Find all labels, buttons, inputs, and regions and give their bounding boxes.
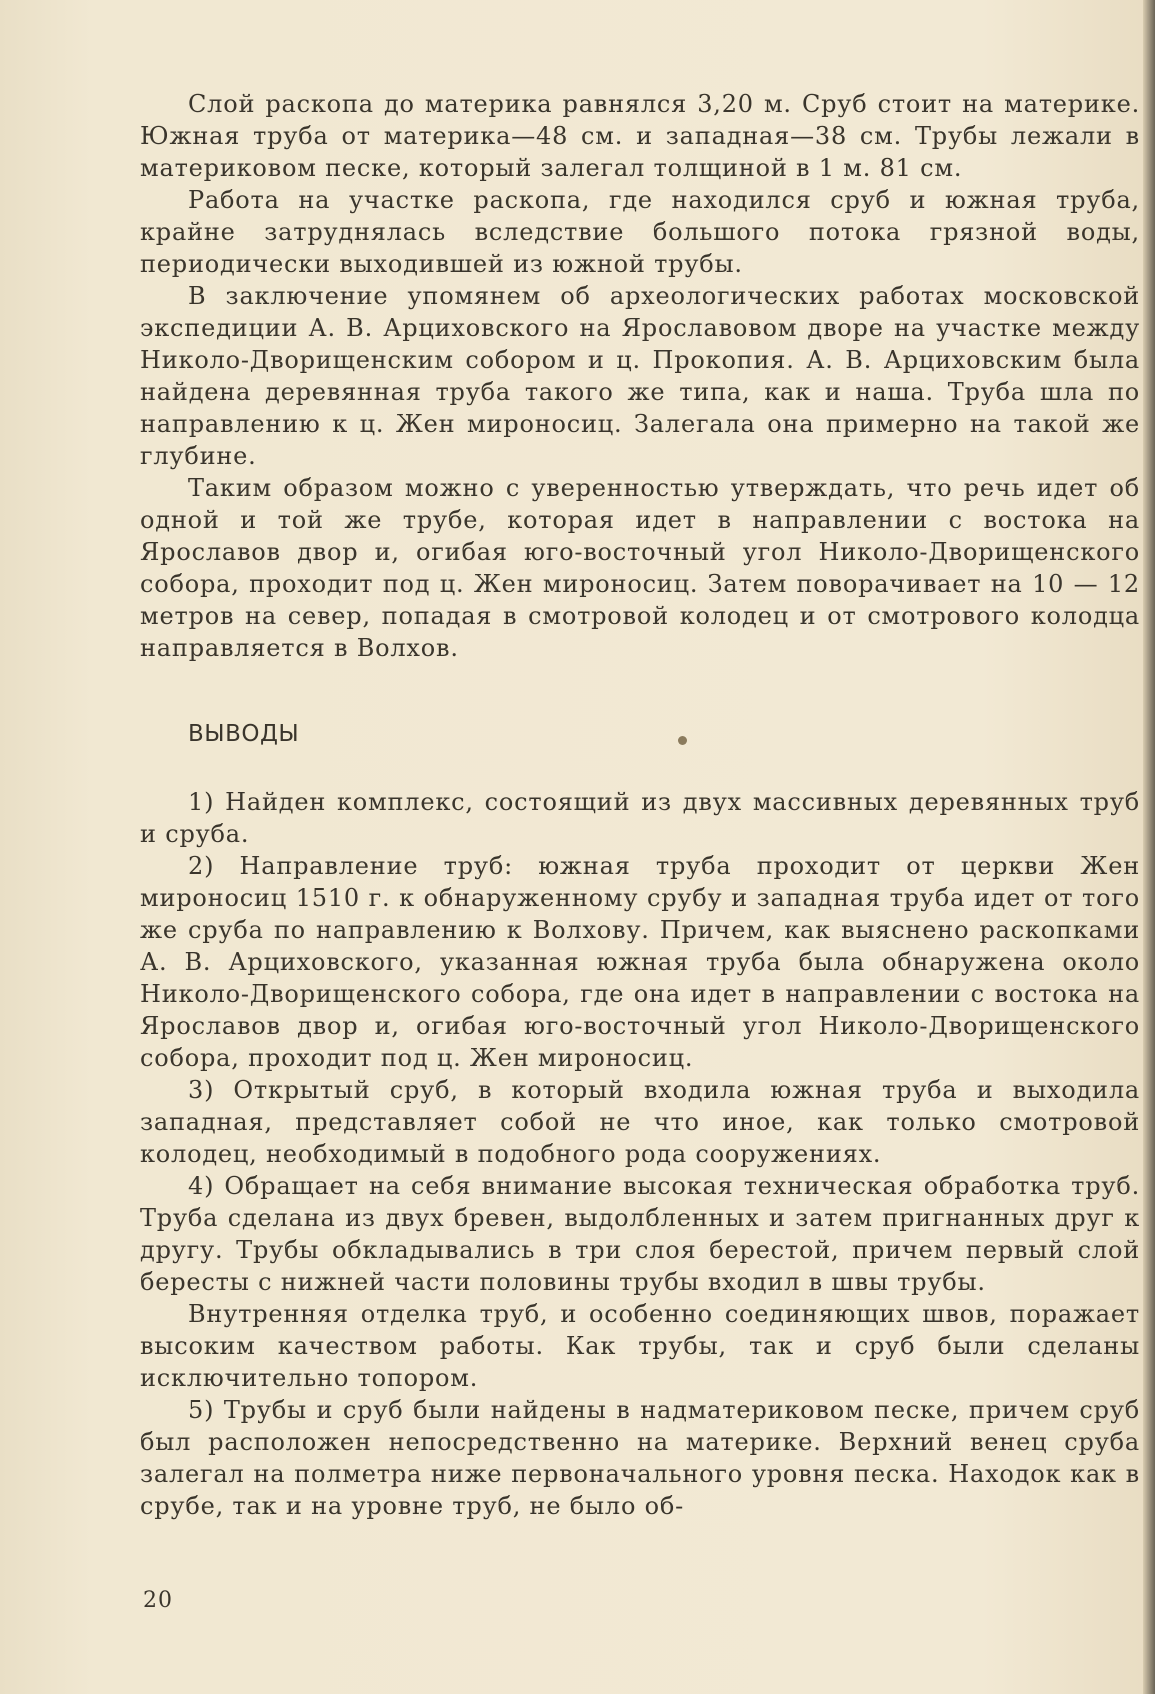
page-number: 20 [143, 1588, 173, 1613]
conclusion-item: 5) Трубы и сруб были найдены в надматериковом песке, причем сруб был расположен непосредственно на материке. Верхний венец сруба залегал на полметра ниже первоначального уровня песка. Находок как в срубе, так и на уровне труб, не было об- [140, 1396, 1140, 1520]
conclusion-item: 1) Найден комплекс, состоящий из двух массивных деревянных труб и сруба. [140, 788, 1140, 848]
paragraph: Работа на участке раскопа, где находился сруб и южная труба, крайне затруднялась вследствие большого потока грязной воды, периодически выходившей из южной трубы. [140, 186, 1140, 278]
conclusion-item: 2) Направление труб: южная труба проходит от церкви Жен мироносиц 1510 г. к обнаруженному срубу и западная труба идет от того же сруба по направлению к Волхову. Причем, как выяснено раскопками А. В. Арциховского, указанная южная труба была обнаружена около Николо-Дворищенского собора, где она идет в направлении с востока на Ярославов двор и, огибая юго-восточный угол Николо-Дворищенского собора, проходит под ц. Жен мироносиц. [140, 852, 1140, 1072]
paragraph: Таким образом можно с уверенностью утверждать, что речь идет об одной и той же трубе, которая идет в направлении с востока на Ярославов двор и, огибая юго-восточный угол Николо-Дворищенского собора, проходит под ц. Жен мироносиц. Затем поворачивает на 10 — 12 метров на север, попадая в смотровой колодец и от смотрового колодца направляется в Волхов. [140, 474, 1140, 662]
page-edge-shadow [1143, 0, 1155, 1694]
conclusion-item: 4) Обращает на себя внимание высокая техническая обработка труб. Труба сделана из двух бревен, выдолбленных и затем пригнанных друг к другу. Трубы обкладывались в три слоя берестой, причем первый слой бересты с нижней части половины трубы входил в швы трубы. [140, 1172, 1140, 1296]
section-heading: ВЫВОДЫ [188, 721, 300, 747]
paragraph: Слой раскопа до материка равнялся 3,20 м. Сруб стоит на материке. Южная труба от материка—48 см. и западная—38 см. Трубы лежали в материковом песке, который залегал толщиной в 1 м. 81 см. [140, 90, 1140, 182]
conclusion-item: 3) Открытый сруб, в который входила южная труба и выходила западная, представляет собой не что иное, как только смотровой колодец, необходимый в подобного рода сооружениях. [140, 1076, 1140, 1168]
paragraph: В заключение упомянем об археологических работах московской экспедиции А. В. Арциховского на Ярославовом дворе на участке между Николо-Дворищенским собором и ц. Прокопия. А. В. Арциховским была найдена деревянная труба такого же типа, как и наша. Труба шла по направлению к ц. Жен мироносиц. Залегала она примерно на такой же глубине. [140, 282, 1140, 470]
paragraph: Внутренняя отделка труб, и особенно соединяющих швов, поражает высоким качеством работы. Как трубы, так и сруб были сделаны исключительно топором. [140, 1300, 1140, 1392]
body-text [140, 88, 1140, 1522]
